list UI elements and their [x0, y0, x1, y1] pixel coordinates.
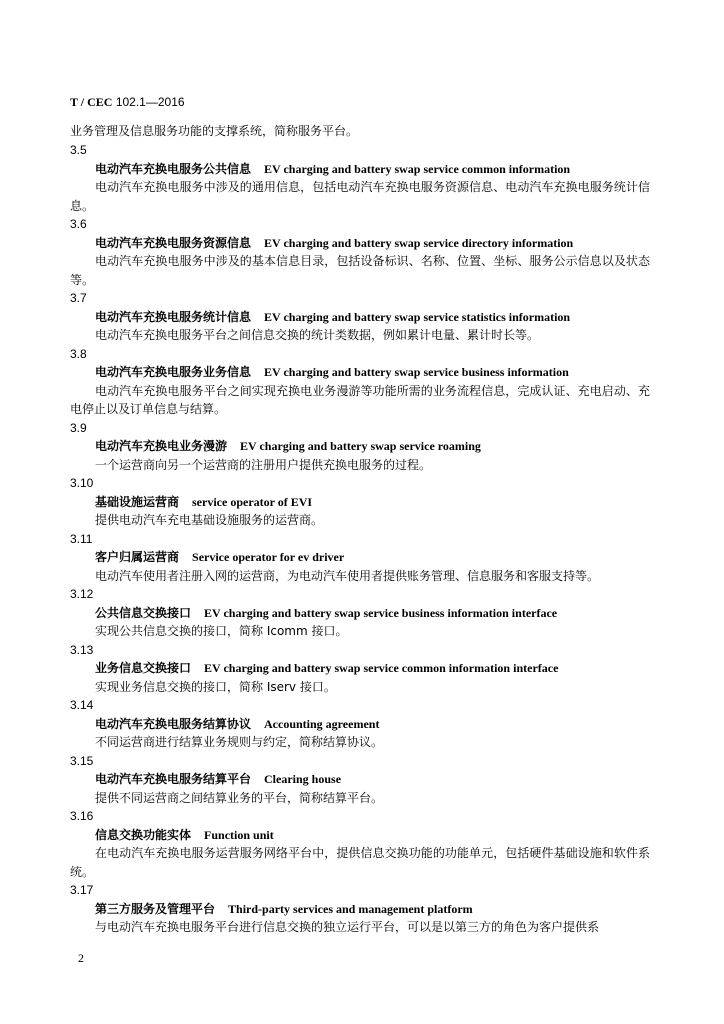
term-definition: 实现业务信息交换的接口，简称 Iserv 接口。	[95, 679, 336, 694]
term-definition: 电动汽车充换电服务中涉及的通用信息，包括电动汽车充换电服务资源信息、电动汽车充换电服务统计信息。	[70, 180, 650, 213]
intro-paragraph: 业务管理及信息服务功能的支撑系统，简称服务平台。	[70, 124, 359, 138]
term-title	[70, 548, 650, 567]
term-title-zh: 基础设施运营商	[95, 494, 180, 509]
term-number: 3.7	[70, 291, 87, 305]
term-title-zh: 第三方服务及管理平台	[95, 901, 216, 916]
term-entry	[70, 585, 650, 641]
term-title	[70, 770, 650, 789]
term-number: 3.13	[70, 642, 94, 657]
term-number: 3.9	[70, 420, 87, 435]
term-number: 3.11	[70, 531, 93, 546]
term-number: 3.5	[70, 143, 87, 157]
term-title	[70, 826, 650, 845]
term-number: 3.10	[70, 476, 94, 490]
term-definition: 电动汽车充换电服务平台之间实现充换电业务漫游等功能所需的业务流程信息，完成认证、充电启动、充电停止以及订单信息与结算。	[70, 383, 650, 416]
term-definition: 不同运营商进行结算业务规则与约定，简称结算协议。	[95, 735, 384, 749]
term-definition: 电动汽车充换电服务中涉及的基本信息目录，包括设备标识、名称、位置、坐标、服务公示信息以及状态等。	[70, 254, 650, 287]
term-title-en: EV charging and battery swap service roaming	[240, 439, 481, 453]
terms-list	[70, 141, 650, 937]
term-entry	[70, 530, 650, 586]
term-title	[70, 659, 650, 678]
term-entry	[70, 807, 650, 881]
term-title-zh: 业务信息交换接口	[95, 661, 192, 675]
term-definition: 电动汽车使用者注册入网的运营商，为电动汽车使用者提供账务管理、信息服务和客服支持等。	[95, 568, 600, 583]
term-number: 3.6	[70, 217, 87, 231]
term-entry	[70, 641, 650, 697]
term-title-en: Function unit	[204, 827, 274, 842]
term-title	[70, 363, 650, 382]
term-title-en: Service operator for ev driver	[192, 550, 345, 564]
term-title-en: EV charging and battery swap service directory information	[264, 235, 574, 250]
term-title-zh: 电动汽车充换电服务结算协议	[95, 716, 252, 731]
term-title-en: EV charging and battery swap service common information interface	[204, 661, 559, 675]
term-title	[70, 900, 650, 919]
term-title	[70, 308, 650, 327]
term-title-en: EV charging and battery swap service business information	[264, 365, 569, 379]
term-entry	[70, 419, 650, 475]
term-title	[70, 715, 650, 734]
term-title-zh: 电动汽车充换电服务资源信息	[95, 235, 252, 250]
term-title-zh: 信息交换功能实体	[95, 827, 192, 842]
term-definition: 实现公共信息交换的接口，简称 Icomm 接口。	[95, 624, 348, 638]
term-entry	[70, 881, 650, 937]
term-definition: 提供不同运营商之间结算业务的平台，简称结算平台。	[95, 790, 384, 805]
term-title	[70, 160, 650, 179]
term-title	[70, 437, 650, 456]
term-title-zh: 电动汽车充换电服务统计信息	[95, 309, 252, 324]
term-number: 3.12	[70, 587, 94, 601]
term-title	[70, 493, 650, 512]
term-title-zh: 电动汽车充换电服务结算平台	[95, 772, 252, 786]
term-title-zh: 客户归属运营商	[95, 550, 180, 564]
term-title-en: Clearing house	[264, 772, 342, 786]
term-number: 3.14	[70, 698, 94, 712]
page-number: 2	[78, 951, 84, 965]
term-definition: 提供电动汽车充电基础设施服务的运营商。	[95, 513, 324, 527]
term-definition: 与电动汽车充换电服务平台进行信息交换的独立运行平台，可以是以第三方的角色为客户提供系	[95, 920, 600, 934]
term-title-en: Third-party services and management platform	[228, 901, 473, 916]
term-number: 3.15	[70, 753, 94, 768]
term-title-zh: 公共信息交换接口	[95, 605, 192, 620]
term-number: 3.16	[70, 809, 94, 823]
term-number: 3.17	[70, 883, 94, 897]
term-entry	[70, 215, 650, 289]
term-entry	[70, 141, 650, 215]
standard-code: T / CEC	[70, 95, 113, 109]
term-entry	[70, 752, 650, 808]
term-entry	[70, 345, 650, 419]
term-title-zh: 电动汽车充换电业务漫游	[95, 439, 228, 453]
standard-header	[70, 94, 185, 110]
term-title	[70, 234, 650, 253]
term-title-en: service operator of EVI	[192, 494, 313, 509]
term-title	[70, 604, 650, 623]
term-definition: 电动汽车充换电服务平台之间信息交换的统计类数据，例如累计电量、累计时长等。	[95, 328, 540, 342]
term-definition: 一个运营商向另一个运营商的注册用户提供充换电服务的过程。	[95, 457, 432, 472]
term-entry	[70, 289, 650, 345]
term-title-zh: 电动汽车充换电服务公共信息	[95, 161, 252, 176]
term-title-en: EV charging and battery swap service business information interface	[204, 605, 558, 620]
term-title-en: Accounting agreement	[264, 716, 380, 731]
term-number: 3.8	[70, 346, 87, 361]
term-entry	[70, 696, 650, 752]
term-definition: 在电动汽车充换电服务运营服务网络平台中，提供信息交换功能的功能单元，包括硬件基础设施和软件系统。	[70, 846, 650, 879]
term-title-zh: 电动汽车充换电服务业务信息	[95, 365, 252, 379]
term-title-en: EV charging and battery swap service common information	[264, 161, 571, 176]
term-title-en: EV charging and battery swap service statistics information	[264, 309, 571, 324]
term-entry	[70, 474, 650, 530]
standard-number: 102.1—2016	[115, 95, 185, 109]
